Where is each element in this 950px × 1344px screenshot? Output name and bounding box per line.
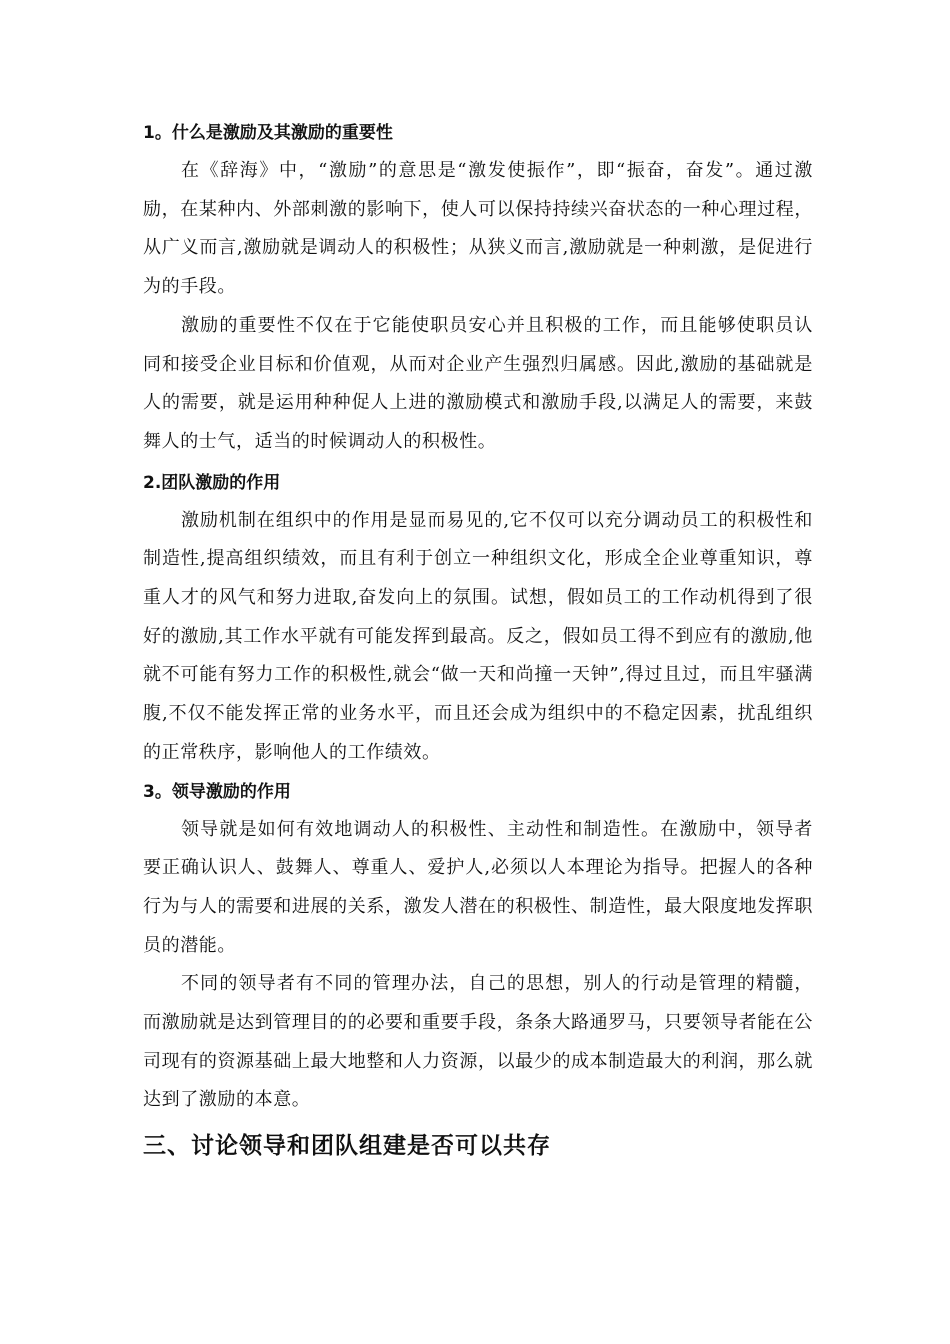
heading-motivation-importance: 1。什么是激励及其激励的重要性 <box>143 123 393 143</box>
document-body <box>143 118 813 1164</box>
paragraph-leadership-role: 领导就是如何有效地调动人的积极性、主动性和制造性。在激励中，领导者要正确认识人、鼓舞人、尊重人、爱护人,必须以人本理论为指导。把握人的各种行为与人的需要和进展的关系，激发人潜在的积极性、制造性，最大限度地发挥职员的潜能。 <box>143 818 813 956</box>
paragraph-team-motivation: 激励机制在组织中的作用是显而易见的,它不仅可以充分调动员工的积极性和制造性,提高组织绩效，而且有利于创立一种组织文化，形成全企业尊重知识，尊重人才的风气和努力进取,奋发向上的氛围。试想，假如员工的工作动机得到了很好的激励,其工作水平就有可能发挥到最高。反之，假如员工得不到应有的激励,他就不可能有努力工作的积极性,就会“做一天和尚撞一天钟”,得过且过，而且牢骚满腹,不仅不能发挥正常的业务水平，而且还会成为组织中的不稳定因素，扰乱组织的正常秩序，影响他人的工作绩效。 <box>143 509 813 763</box>
paragraph-motivation-definition: 在《辞海》中，“激励”的意思是“激发使振作”，即“振奋，奋发”。通过激励，在某种内、外部刺激的影响下，使人可以保持持续兴奋状态的一种心理过程，从广义而言,激励就是调动人的积极性；从狭义而言,激励就是一种刺激，是促进行为的手段。 <box>143 160 813 298</box>
heading-leadership-motivation: 3。领导激励的作用 <box>143 781 291 802</box>
paragraph-leadership-methods: 不同的领导者有不同的管理办法，自己的思想，别人的行动是管理的精髓，而激励就是达到管理目的的必要和重要手段，条条大路通罗马，只要领导者能在公司现有的资源基础上最大地整和人力资源，以最少的成本制造最大的利润，那么就达到了激励的本意。 <box>143 973 813 1111</box>
paragraph-motivation-importance: 激励的重要性不仅在于它能使职员安心并且积极的工作，而且能够使职员认同和接受企业目标和价值观，从而对企业产生强烈归属感。因此,激励的基础就是人的需要，就是运用种种促人上进的激励模式和激励手段,以满足人的需要，来鼓舞人的士气，适当的时候调动人的积极性。 <box>143 314 813 452</box>
section-title-three: 三、讨论领导和团队组建是否可以共存 <box>143 1133 551 1160</box>
heading-team-motivation: 2.团队激励的作用 <box>143 472 281 493</box>
